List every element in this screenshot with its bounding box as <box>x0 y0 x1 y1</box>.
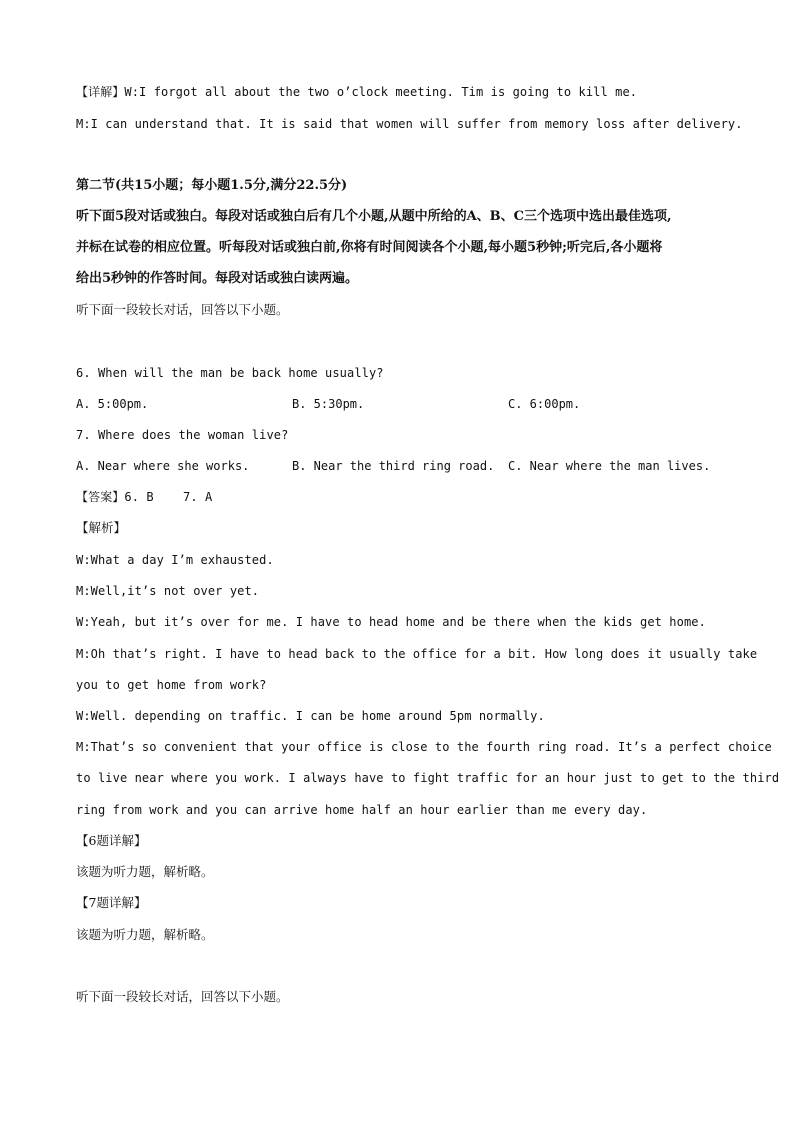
transcript-line: M:That’s so convenient that your office is close to the fourth ring road. It’s a perfect choice <box>76 740 772 754</box>
transcript-line: W:Well. depending on traffic. I can be home around 5pm normally. <box>76 709 545 723</box>
question-7-option-a: A. Near where she works. <box>76 459 250 473</box>
section-heading: 第二节(共15小题；每小题1.5分,满分22.5分) <box>76 178 348 193</box>
question-6-option-b: B. 5:30pm. <box>292 397 365 411</box>
detail-line-2: M:I can understand that. It is said that women will suffer from memory loss after delivery. <box>76 117 743 131</box>
transcript-line: M:Well,it’s not over yet. <box>76 584 260 598</box>
analysis-label: 【解析】 <box>76 520 127 535</box>
detail-7-text: 该题为听力题，解析略。 <box>76 927 214 942</box>
instruction-line-1: 听下面5段对话或独白。每段对话或独白后有几个小题,从题中所给的A、B、C三个选项中选出最佳选项, <box>76 209 672 224</box>
question-7-option-c: C. Near where the man lives. <box>508 459 711 473</box>
instruction-line-3: 给出5秒钟的作答时间。每段对话或独白读两遍。 <box>76 271 359 286</box>
detail-line-1: 【详解】W:I forgot all about the two o’clock meeting. Tim is going to kill me. <box>76 85 638 99</box>
detail-6-text: 该题为听力题，解析略。 <box>76 864 214 879</box>
transcript-line: ring from work and you can arrive home half an hour earlier than me every day. <box>76 803 648 817</box>
transcript-line: W:Yeah, but it’s over for me. I have to head home and be there when the kids get home. <box>76 615 706 629</box>
transcript-line: to live near where you work. I always have to fight traffic for an hour just to get to the third <box>76 771 780 785</box>
transcript-line: M:Oh that’s right. I have to head back to the office for a bit. How long does it usually take <box>76 647 758 661</box>
question-6-option-c: C. 6:00pm. <box>508 397 581 411</box>
transcript-line: you to get home from work? <box>76 678 267 692</box>
question-7-option-b: B. Near the third ring road. <box>292 459 495 473</box>
detail-6-label: 【6题详解】 <box>76 833 147 848</box>
answer-line: 【答案】6. B 7. A <box>76 490 213 504</box>
detail-7-label: 【7题详解】 <box>76 895 147 910</box>
next-listening-prompt: 听下面一段较长对话，回答以下小题。 <box>76 989 289 1004</box>
question-6-stem: 6. When will the man be back home usually? <box>76 366 384 380</box>
question-7-stem: 7. Where does the woman live? <box>76 428 289 442</box>
transcript-line: W:What a day I’m exhausted. <box>76 553 274 567</box>
listening-prompt: 听下面一段较长对话，回答以下小题。 <box>76 302 289 317</box>
question-6-option-a: A. 5:00pm. <box>76 397 149 411</box>
instruction-line-2: 并标在试卷的相应位置。听每段对话或独白前,你将有时间阅读各个小题,每小题5秒钟;听完后,各小题将 <box>76 240 663 255</box>
